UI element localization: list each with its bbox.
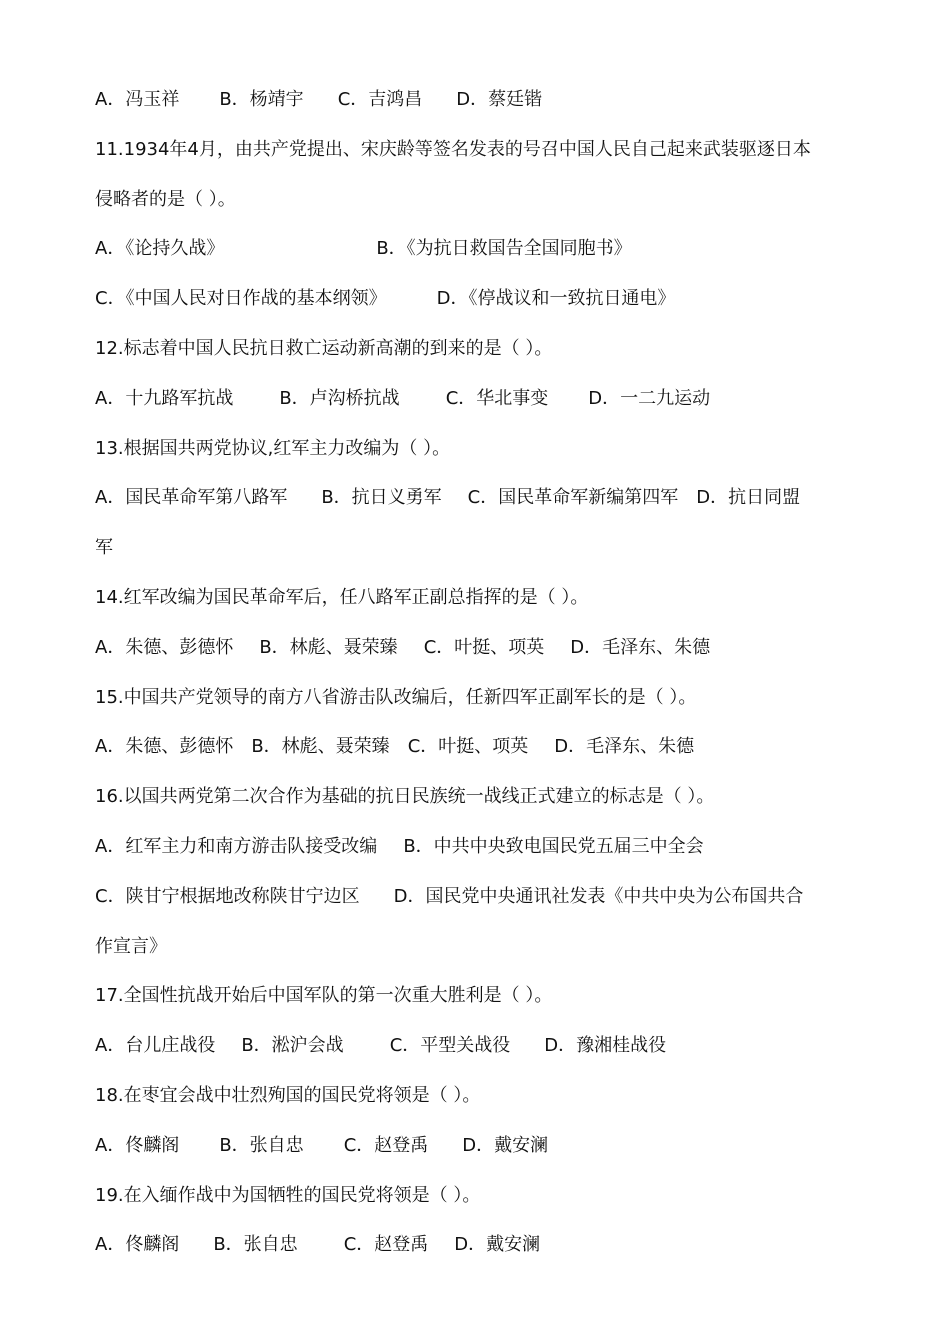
q10-option-d: D．蔡廷锴	[456, 89, 543, 110]
q17-option-a: A．台儿庄战役	[95, 1035, 216, 1057]
q19-option-b: B．张自忠	[213, 1234, 298, 1256]
q14-option-d: D．毛泽东、朱德	[570, 636, 711, 658]
q18-option-c: C．赵登禹	[343, 1134, 429, 1156]
q15-option-a: A．朱德、彭德怀	[95, 736, 234, 758]
q12-option-a: A．十九路军抗战	[95, 387, 234, 409]
q13-stem: 13.根据国共两党协议,红军主力改编为（ ）。	[95, 437, 451, 459]
q19-stem: 19.在入缅作战中为国牺牲的国民党将领是（ ）。	[95, 1184, 481, 1206]
q13-options-wrap: 军	[95, 537, 113, 559]
q16-option-a: A．红军主力和南方游击队接受改编	[95, 835, 378, 857]
q14-option-b: B．林彪、聂荣臻	[259, 636, 398, 658]
q11-options-row1	[95, 224, 865, 274]
q11-stem-line1: 11.1934年4月，由共产党提出、宋庆龄等签名发表的号召中国人民自己起来武装驱逐日本	[95, 138, 811, 160]
q17-options	[95, 1021, 865, 1071]
q16-options-row2	[95, 872, 865, 922]
q18-options	[95, 1121, 865, 1171]
q18-stem: 18.在枣宜会战中壮烈殉国的国民党将领是（ ）。	[95, 1084, 481, 1106]
q13-option-b: B．抗日义勇军	[321, 487, 442, 509]
q12-options	[95, 374, 865, 424]
q18-option-b: B．张自忠	[219, 1134, 304, 1156]
q18-option-a: A．佟麟阁	[95, 1134, 180, 1156]
q16-options-row1	[95, 822, 865, 872]
q12-stem: 12.标志着中国人民抗日救亡运动新高潮的到来的是（ ）。	[95, 337, 553, 359]
q14-options	[95, 623, 865, 673]
q13-options	[95, 473, 865, 523]
q11-stem-line2: 侵略者的是（ ）。	[95, 188, 236, 210]
q17-option-c: C．平型关战役	[389, 1035, 511, 1057]
q17-stem: 17.全国性抗战开始后中国军队的第一次重大胜利是（ ）。	[95, 985, 553, 1007]
q10-options	[95, 75, 865, 125]
q14-option-a: A．朱德、彭德怀	[95, 636, 234, 658]
q10-option-c: C．吉鸿昌	[337, 89, 423, 110]
q19-option-a: A．佟麟阁	[95, 1234, 180, 1256]
q11-option-b: B．《为抗日救国告全国同胞书》	[376, 238, 632, 260]
q19-option-d: D．戴安澜	[454, 1234, 541, 1256]
q16-options-wrap: 作宣言》	[95, 935, 167, 957]
q15-options	[95, 722, 865, 772]
q15-option-d: D．毛泽东、朱德	[554, 736, 695, 758]
q16-stem: 16.以国共两党第二次合作为基础的抗日民族统一战线正式建立的标志是（ ）。	[95, 786, 715, 808]
q13-option-a: A．国民革命军第八路军	[95, 487, 288, 509]
q19-option-c: C．赵登禹	[343, 1234, 429, 1256]
q17-option-d: D．豫湘桂战役	[544, 1035, 667, 1057]
q15-option-c: C．叶挺、项英	[407, 736, 529, 758]
q10-option-b: B．杨靖宇	[219, 89, 304, 110]
q15-stem: 15.中国共产党领导的南方八省游击队改编后，任新四军正副军长的是（ ）。	[95, 686, 697, 708]
q19-options	[95, 1220, 865, 1270]
exam-page	[95, 75, 865, 1270]
q14-option-c: C．叶挺、项英	[423, 636, 545, 658]
q13-option-d: D．抗日同盟	[696, 487, 801, 509]
q12-option-b: B．卢沟桥抗战	[279, 387, 400, 409]
q12-option-c: C．华北事变	[445, 387, 549, 409]
q16-option-b: B．中共中央致电国民党五届三中全会	[403, 835, 704, 857]
q18-option-d: D．戴安澜	[462, 1134, 549, 1156]
q11-option-a: A．《论持久战》	[95, 238, 225, 260]
q16-option-d: D．国民党中央通讯社发表《中共中央为公布国共合	[393, 885, 804, 907]
q10-option-a: A．冯玉祥	[95, 89, 180, 110]
q15-option-b: B．林彪、聂荣臻	[251, 736, 390, 758]
q17-option-b: B．淞沪会战	[241, 1035, 344, 1057]
q11-options-row2	[95, 274, 865, 324]
q11-option-c: C．《中国人民对日作战的基本纲领》	[95, 288, 387, 310]
q11-option-d: D．《停战议和一致抗日通电》	[436, 288, 676, 310]
q13-option-c: C．国民革命军新编第四军	[467, 487, 679, 509]
q16-option-c: C．陕甘宁根据地改称陕甘宁边区	[95, 885, 360, 907]
q14-stem: 14.红军改编为国民革命军后，任八路军正副总指挥的是（ ）。	[95, 586, 589, 608]
q12-option-d: D．一二九运动	[588, 387, 711, 409]
